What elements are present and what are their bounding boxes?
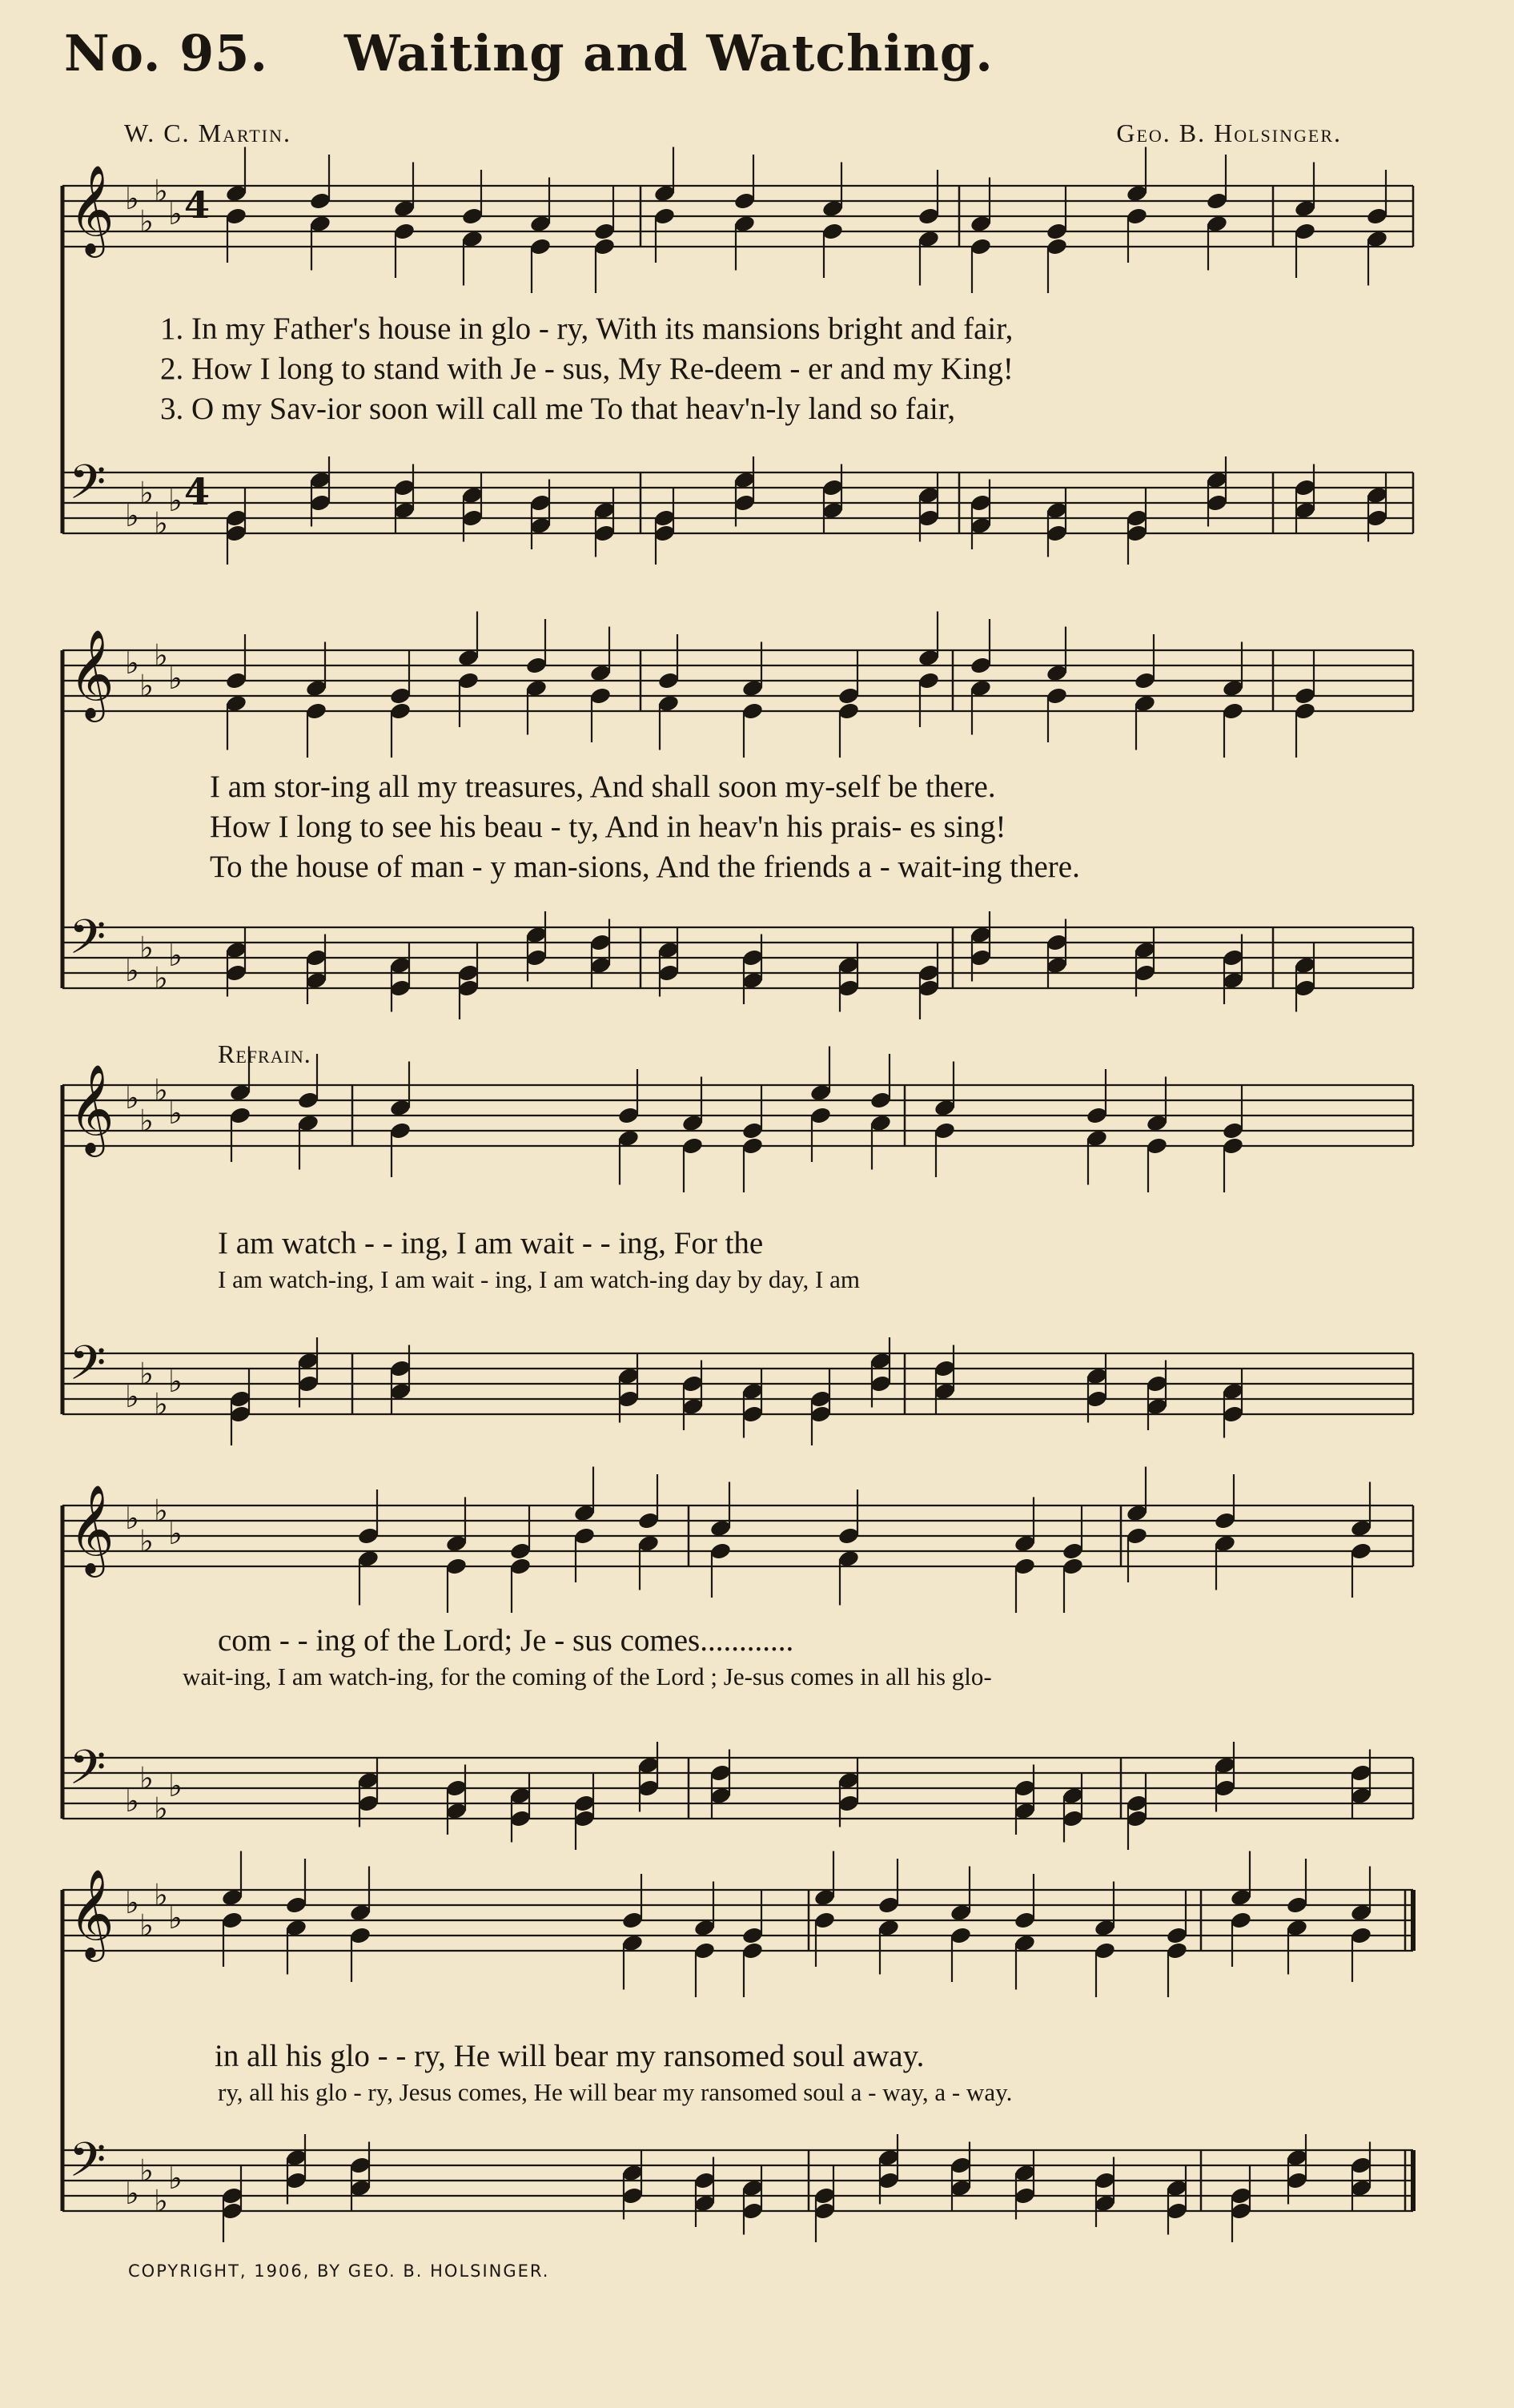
flat-sign: ♭	[139, 668, 154, 704]
bass-clef: 𝄢	[69, 2132, 106, 2199]
bass-clef: 𝄢	[69, 1335, 106, 1402]
flat-sign: ♭	[125, 1885, 139, 1920]
verse-3-line-1: 3. O my Sav-ior soon will call me To that heav'n-ly land so fair,	[160, 392, 956, 426]
flat-sign: ♭	[139, 1103, 154, 1139]
flat-sign: ♭	[125, 181, 139, 216]
treble-clef: 𝄞	[69, 1484, 114, 1574]
flat-sign: ♭	[125, 953, 139, 988]
flat-sign: ♭	[125, 1080, 139, 1116]
flat-sign: ♭	[168, 1095, 183, 1131]
flat-sign: ♭	[168, 661, 183, 696]
flat-sign: ♭	[168, 196, 183, 231]
composer-credit: Geo. B. Holsinger.	[1116, 119, 1342, 147]
flat-sign: ♭	[168, 1516, 183, 1551]
flat-sign: ♭	[168, 938, 183, 973]
flat-sign: ♭	[168, 1900, 183, 1936]
flat-sign: ♭	[154, 1791, 168, 1827]
flat-sign: ♭	[154, 1072, 168, 1108]
refrain-line-2: com - - ing of the Lord; Je - sus comes............	[218, 1623, 794, 1658]
refrain-label: Refrain.	[218, 1039, 311, 1068]
flat-sign: ♭	[154, 637, 168, 673]
refrain-line-3: in all his glo - - ry, He will bear my ransomed soul away.	[215, 2039, 925, 2073]
flat-sign: ♭	[168, 1364, 183, 1399]
bass-clef: 𝄢	[69, 1739, 106, 1807]
time-signature: 4	[184, 470, 211, 513]
time-signature: 4	[184, 183, 211, 227]
flat-sign: ♭	[139, 475, 154, 511]
verse-2-line-1: 2. How I long to stand with Je - sus, My Re-deem - er and my King!	[160, 352, 1014, 386]
flat-sign: ♭	[139, 1908, 154, 1944]
refrain-line-3-bass: ry, all his glo - ry, Jesus comes, He will bear my ransomed soul a - way, a - way.	[218, 2078, 1013, 2106]
flat-sign: ♭	[154, 173, 168, 209]
flat-sign: ♭	[125, 1501, 139, 1536]
verse-1-line-2: I am stor-ing all my treasures, And shall soon my-self be there.	[210, 770, 996, 804]
hymn-title-text: Waiting and Watching.	[344, 24, 994, 82]
flat-sign: ♭	[168, 483, 183, 518]
flat-sign: ♭	[154, 1493, 168, 1529]
refrain-line-1: I am watch - - ing, I am wait - - ing, For the	[218, 1226, 764, 1260]
flat-sign: ♭	[125, 1783, 139, 1819]
flat-sign: ♭	[139, 930, 154, 966]
copyright-notice: COPYRIGHT, 1906, BY GEO. B. HOLSINGER.	[128, 2261, 550, 2281]
flat-sign: ♭	[154, 505, 168, 541]
flat-sign: ♭	[139, 1356, 154, 1392]
flat-sign: ♭	[139, 203, 154, 239]
flat-sign: ♭	[139, 2153, 154, 2189]
refrain-line-2-bass: wait-ing, I am watch-ing, for the coming of the Lord ; Je-sus comes in all his glo-	[183, 1662, 992, 1690]
treble-clef: 𝄞	[69, 629, 114, 718]
flat-sign: ♭	[154, 1877, 168, 1913]
flat-sign: ♭	[125, 2176, 139, 2211]
verse-1-line-1: 1. In my Father's house in glo - ry, With its mansions bright and fair,	[160, 312, 1014, 346]
flat-sign: ♭	[125, 498, 139, 533]
flat-sign: ♭	[139, 1523, 154, 1559]
flat-sign: ♭	[168, 2161, 183, 2196]
treble-clef: 𝄞	[69, 1063, 114, 1153]
verse-3-line-2: To the house of man - y man-sions, And the friends a - wait-ing there.	[210, 850, 1080, 884]
verse-2-line-2: How I long to see his beau - ty, And in heav'n his prais- es sing!	[210, 810, 1006, 844]
flat-sign: ♭	[168, 1768, 183, 1803]
flat-sign: ♭	[154, 2183, 168, 2219]
bass-clef: 𝄢	[69, 454, 106, 521]
flat-sign: ♭	[125, 645, 139, 681]
refrain-line-1-bass: I am watch-ing, I am wait - ing, I am watch-ing day by day, I am	[218, 1265, 861, 1293]
flat-sign: ♭	[139, 1760, 154, 1796]
treble-clef: 𝄞	[69, 164, 114, 254]
treble-clef: 𝄞	[69, 1868, 114, 1958]
flat-sign: ♭	[125, 1379, 139, 1414]
flat-sign: ♭	[154, 1386, 168, 1422]
hymn-number: No. 95.	[64, 24, 268, 82]
lyricist-credit: W. C. Martin.	[124, 119, 291, 147]
flat-sign: ♭	[154, 960, 168, 996]
bass-clef: 𝄢	[69, 909, 106, 976]
